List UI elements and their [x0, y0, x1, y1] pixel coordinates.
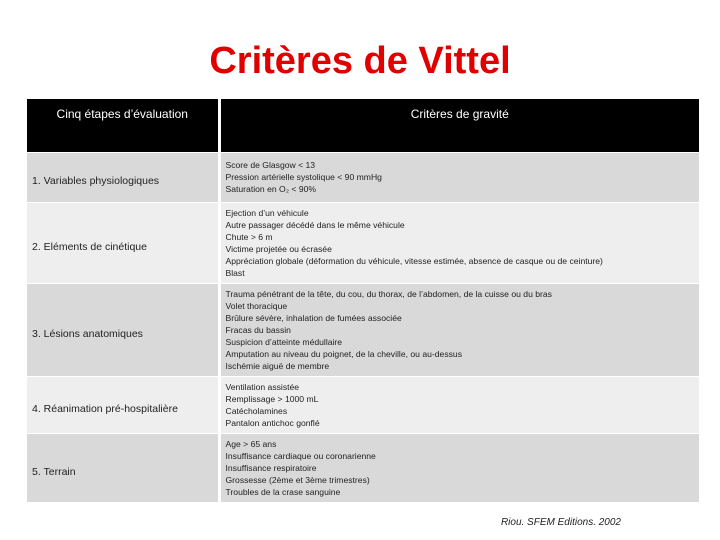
step-label: 3. Lésions anatomiques	[27, 283, 219, 376]
vittel-criteria-table	[27, 99, 699, 502]
column-header-criteria: Critères de gravité	[219, 99, 699, 152]
criterion: Catécholamines	[225, 405, 288, 416]
criterion: Blast	[225, 267, 245, 278]
criterion: Insuffisance cardiaque ou coronarienne	[225, 450, 376, 461]
criteria-cell	[219, 433, 699, 502]
criterion: Saturation en O₂ < 90%	[225, 184, 317, 194]
table-row	[27, 152, 699, 202]
criterion: Chute > 6 m	[225, 231, 273, 242]
step-label: 5. Terrain	[27, 433, 219, 502]
step-label: 2. Eléments de cinétique	[27, 202, 219, 283]
criteria-cell	[219, 283, 699, 376]
table-row	[27, 376, 699, 433]
criterion: Brûlure sévère, inhalation de fumées associée	[225, 312, 402, 323]
criterion: Ejection d’un véhicule	[225, 207, 309, 218]
criterion: Troubles de la crase sanguine	[225, 486, 341, 497]
criterion: Amputation au niveau du poignet, de la cheville, ou au-dessus	[225, 348, 462, 359]
criterion: Volet thoracique	[225, 300, 288, 311]
page-title: Critères de Vittel	[209, 40, 511, 82]
criterion: Victime projetée ou écrasée	[225, 243, 332, 254]
criterion: Fracas du bassin	[225, 324, 291, 335]
table-row	[27, 283, 699, 376]
criterion: Score de Glasgow < 13	[225, 160, 316, 170]
criterion: Trauma pénétrant de la tête, du cou, du thorax, de l’abdomen, de la cuisse ou du bras	[225, 288, 552, 299]
criteria-cell	[219, 202, 699, 283]
criterion: Grossesse (2ème et 3ème trimestres)	[225, 474, 370, 485]
criterion: Age > 65 ans	[225, 438, 277, 449]
column-header-steps: Cinq étapes d’évaluation	[27, 99, 219, 152]
criterion: Ischémie aiguë de membre	[225, 360, 330, 371]
table-row	[27, 433, 699, 502]
criterion: Insuffisance respiratoire	[225, 462, 317, 473]
criterion: Appréciation globale (déformation du véhicule, vitesse estimée, absence de casque ou de ceinture)	[225, 255, 603, 266]
criterion: Pantalon antichoc gonflé	[225, 417, 320, 428]
table-header-row	[27, 99, 699, 152]
criterion: Ventilation assistée	[225, 381, 300, 392]
source-citation: Riou. SFEM Editions. 2002	[500, 517, 621, 528]
criterion: Autre passager décédé dans le même véhicule	[225, 219, 405, 230]
step-label: 1. Variables physiologiques	[27, 152, 219, 202]
table-row	[27, 202, 699, 283]
criteria-cell	[219, 376, 699, 433]
step-label: 4. Réanimation pré-hospitalière	[27, 376, 219, 433]
criterion: Suspicion d’atteinte médullaire	[225, 336, 343, 347]
criteria-cell	[219, 152, 699, 202]
criterion: Remplissage > 1000 mL	[225, 393, 319, 404]
criterion: Pression artérielle systolique < 90 mmHg	[225, 172, 382, 182]
